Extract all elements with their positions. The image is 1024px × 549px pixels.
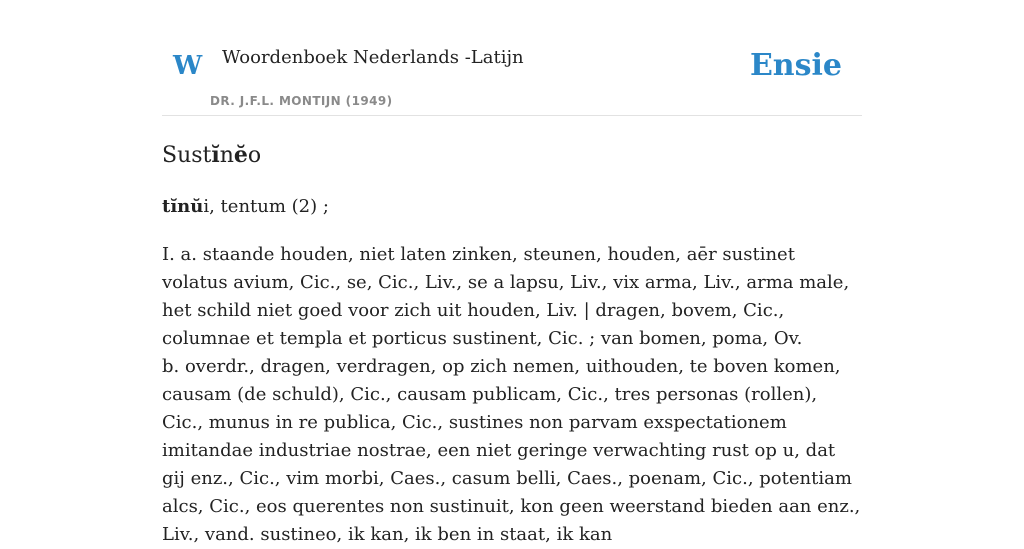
definition <box>162 241 862 549</box>
book-title[interactable]: Woordenboek Nederlands -Latijn <box>222 47 524 68</box>
forms-part: t <box>162 196 171 217</box>
definition-paragraph: I. a. staande houden, niet laten zinken, steunen, houden, aēr sustinet volatus avium, Cic., se, Cic., Liv., se a lapsu, Liv., vix arma, Liv., arma male, het schild niet goed voor zich uit houden, Liv. | dragen, bovem, Cic., columnae et templa et porticus sustinent, Cic. ; van bomen, poma, Ov. <box>162 244 850 349</box>
book-author: DR. J.F.L. MONTIJN (1949) <box>210 94 393 108</box>
definition-paragraph: b. overdr., dragen, verdragen, op zich nemen, uithouden, te boven komen, causam (de schuld), Cic., causam publicam, Cic., tres personas (rollen), Cic., munus in re publica, Cic., sustines non parvam exspectationem imitandae industriae nostrae, een niet geringe verwachting rust op u, dat gij enz., Cic., vim morbi, Caes., casum belli, Caes., poenam, Cic., potentiam alcs, Cic., eos querentes non sustinuit, kon geen weerstand bieden aan enz., Liv., vand. sustineo, ik kan, ik ben in staat, ik kan <box>162 356 861 545</box>
headword-part: Sust <box>162 143 212 168</box>
headword-part: ĭ <box>211 142 220 168</box>
headword <box>162 140 862 171</box>
forms-part: n <box>177 196 191 217</box>
forms-part: i, tentum (2) ; <box>203 196 329 217</box>
inflection-forms <box>162 193 862 221</box>
header <box>162 0 862 116</box>
forms-part: ŭ <box>190 196 204 217</box>
page <box>162 0 862 549</box>
headword-part: n <box>219 143 234 168</box>
book-logo[interactable]: W <box>173 51 203 81</box>
headword-part: o <box>247 143 262 168</box>
headword-part: ĕ <box>233 142 248 168</box>
brand-logo[interactable]: Ensie <box>749 48 842 83</box>
forms-part: ĭ <box>170 196 178 217</box>
